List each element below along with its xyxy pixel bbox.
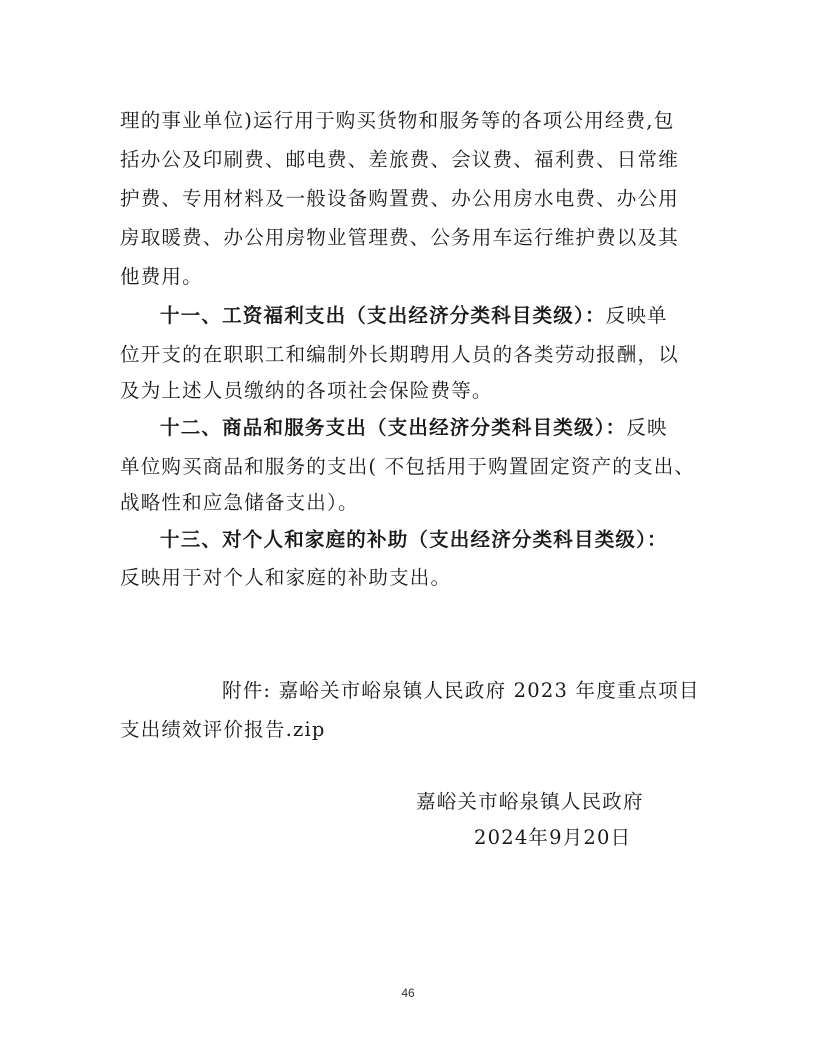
page-number: 46 <box>401 986 415 1000</box>
section-12-line-2: 单位购买商品和服务的支出( 不包括用于购置固定资产的支出、 <box>120 455 696 478</box>
section-13-line-2: 反映用于对个人和家庭的补助支出。 <box>120 566 452 589</box>
intro-line-5: 他费用。 <box>120 265 203 288</box>
attachment-link-part-1[interactable]: 嘉峪关市峪泉镇人民政府 2023 年度重点项目 <box>278 679 700 702</box>
section-11-line-3: 及为上述人员缴纳的各项社会保险费等。 <box>120 379 493 402</box>
intro-line-4: 房取暖费、办公用房物业管理费、公务用车运行维护费以及其 <box>120 226 679 249</box>
section-12-heading: 十二、商品和服务支出（支出经济分类科目类级）： <box>160 416 627 439</box>
intro-line-1: 理的事业单位)运行用于购买货物和服务等的各项公用经费,包 <box>120 109 675 132</box>
section-11-line-2: 位开支的在职职工和编制外长期聘用人员的各类劳动报酬，以 <box>120 343 679 366</box>
section-13-line-1 <box>160 525 668 555</box>
intro-line-2: 括办公及印刷费、邮电费、差旅费、会议费、福利费、日常维 <box>120 148 679 171</box>
section-12-line-1-rest: 反映 <box>626 416 668 439</box>
attachment-line-1 <box>222 676 700 706</box>
attachment-label: 附件: <box>222 679 272 702</box>
attachment-link-part-2[interactable]: 支出绩效评价报告.zip <box>120 718 326 741</box>
section-11-heading: 十一、工资福利支出（支出经济分类科目类级）： <box>160 304 606 327</box>
section-11-line-1-rest: 反映单 <box>605 304 668 327</box>
section-13-heading: 十三、对个人和家庭的补助（支出经济分类科目类级）： <box>160 528 668 551</box>
intro-line-3: 护费、专用材料及一般设备购置费、办公用房水电费、办公用 <box>120 187 679 210</box>
section-11-line-1 <box>160 301 668 331</box>
section-12-line-1 <box>160 413 668 443</box>
section-12-line-3: 战略性和应急储备支出）。 <box>120 491 359 514</box>
signature-date: 2024年9月20日 <box>474 826 632 849</box>
signature-organization: 嘉峪关市峪泉镇人民政府 <box>416 790 644 813</box>
